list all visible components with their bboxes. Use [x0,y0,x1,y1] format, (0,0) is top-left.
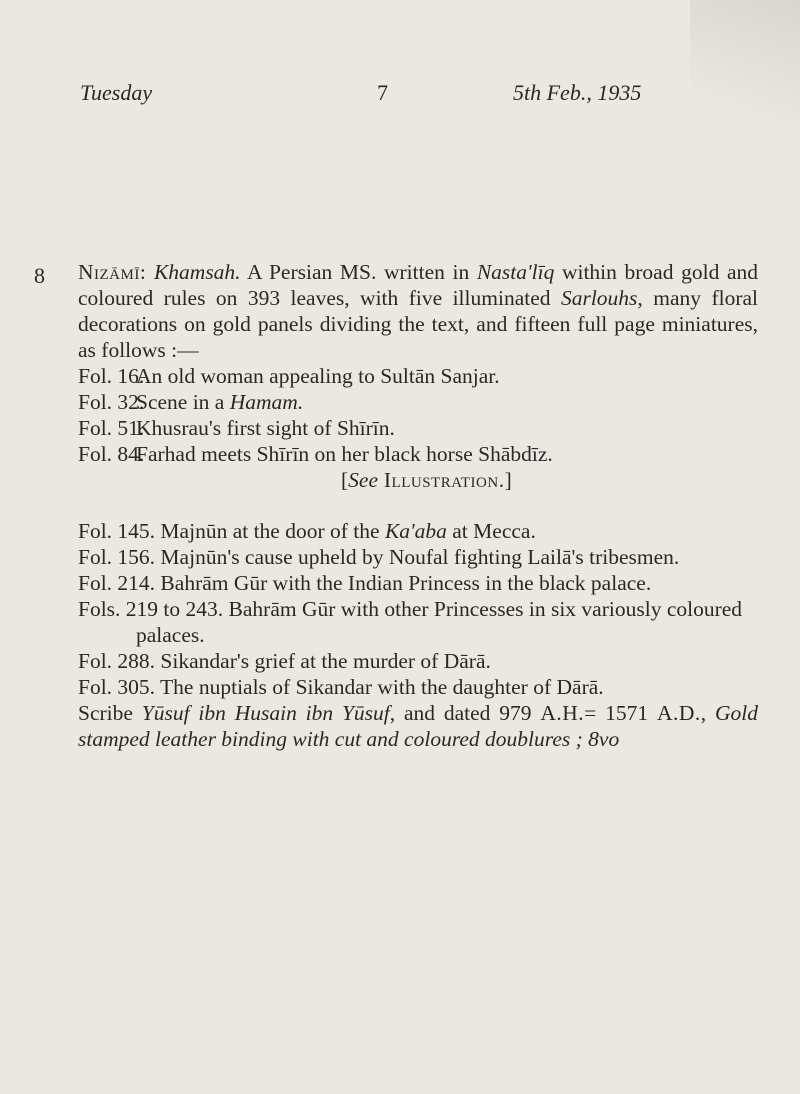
lot-title: Khamsah. [153,260,241,284]
intro-text-c: , many floral decorations on gold panels dividing the text, and fifteen full page miniatures, as follows :— [78,286,758,362]
ah-abbrev: A.H. [540,701,585,725]
lot-number: 8 [34,263,45,288]
ad-abbrev: A.D. [656,701,701,725]
folio-ref: Fol. 32. [78,390,145,414]
miniature-italic: Ka'aba [384,519,447,543]
intro-text-b: within broad gold and coloured rules on 393 leaves, with five illuminated [78,260,758,310]
header-day: Tuesday [80,80,153,105]
bracket-open: [ [341,468,349,492]
miniature-entry [78,389,758,415]
scribe-date-text: , and dated 979 [389,701,541,725]
folio-ref: Fol. 16. [78,364,145,388]
miniature-text: An old woman appealing to Sultān Sanjar. [136,364,500,388]
comma: , [700,701,715,725]
miniature-entry [78,363,758,389]
intro-text-a: A Persian MS. written in [240,260,477,284]
folio-ref: Fol. 84. [78,442,145,466]
miniature-tail: at Mecca. [446,519,536,543]
binding-description: Gold stamped leather binding with cut and coloured doublures ; 8vo [78,701,758,751]
miniature-text: Farhad meets Shīrīn on her black horse Shābdīz. [136,442,553,466]
scribe-name: Yūsuf ibn Husain ibn Yūsuf [141,701,390,725]
miniature-entry: Fol. 156. Majnūn's cause upheld by Noufal fighting Lailā's tribesmen. [78,545,680,569]
lot-author: Nizāmī: [78,260,147,284]
lot-intro [78,259,758,363]
script-name: Nasta'līq [476,260,555,284]
scribe-label: Scribe [78,701,142,725]
miniature-entry: Fol. 305. The nuptials of Sikandar with the daughter of Dārā. [78,675,604,699]
page-corner-shadow [690,0,800,160]
scribe-date-text-2: = 1571 [584,701,657,725]
miniature-entry: Fol. 288. Sikandar's grief at the murder of Dārā. [78,649,491,673]
miniature-entry: Fols. 219 to 243. Bahrām Gūr with other Princesses in six variously coloured palaces. [78,597,743,647]
scribe-line [78,700,758,752]
folio-ref: Fol. 51. [78,416,145,440]
miniature-entry [78,441,758,467]
miniature-text: Khusrau's first sight of Shīrīn. [136,416,395,440]
header-page-number: 7 [377,80,388,105]
illustration-word: Illustration.] [378,468,513,492]
miniature-text: Fol. 145. Majnūn at the door of the [78,519,385,543]
header-date: 5th Feb., 1935 [513,80,642,105]
miniature-entry [78,518,758,544]
miniature-text: Scene in a [136,390,230,414]
miniature-entry [78,415,758,441]
miniature-italic: Hamam. [229,390,304,414]
lot-description [78,259,758,752]
spacer [78,493,758,518]
see-word: See [348,468,379,492]
sarlouhs-term: Sarlouhs [560,286,638,310]
illustration-note [78,467,758,493]
miniature-entry: Fol. 214. Bahrām Gūr with the Indian Princess in the black palace. [78,571,652,595]
